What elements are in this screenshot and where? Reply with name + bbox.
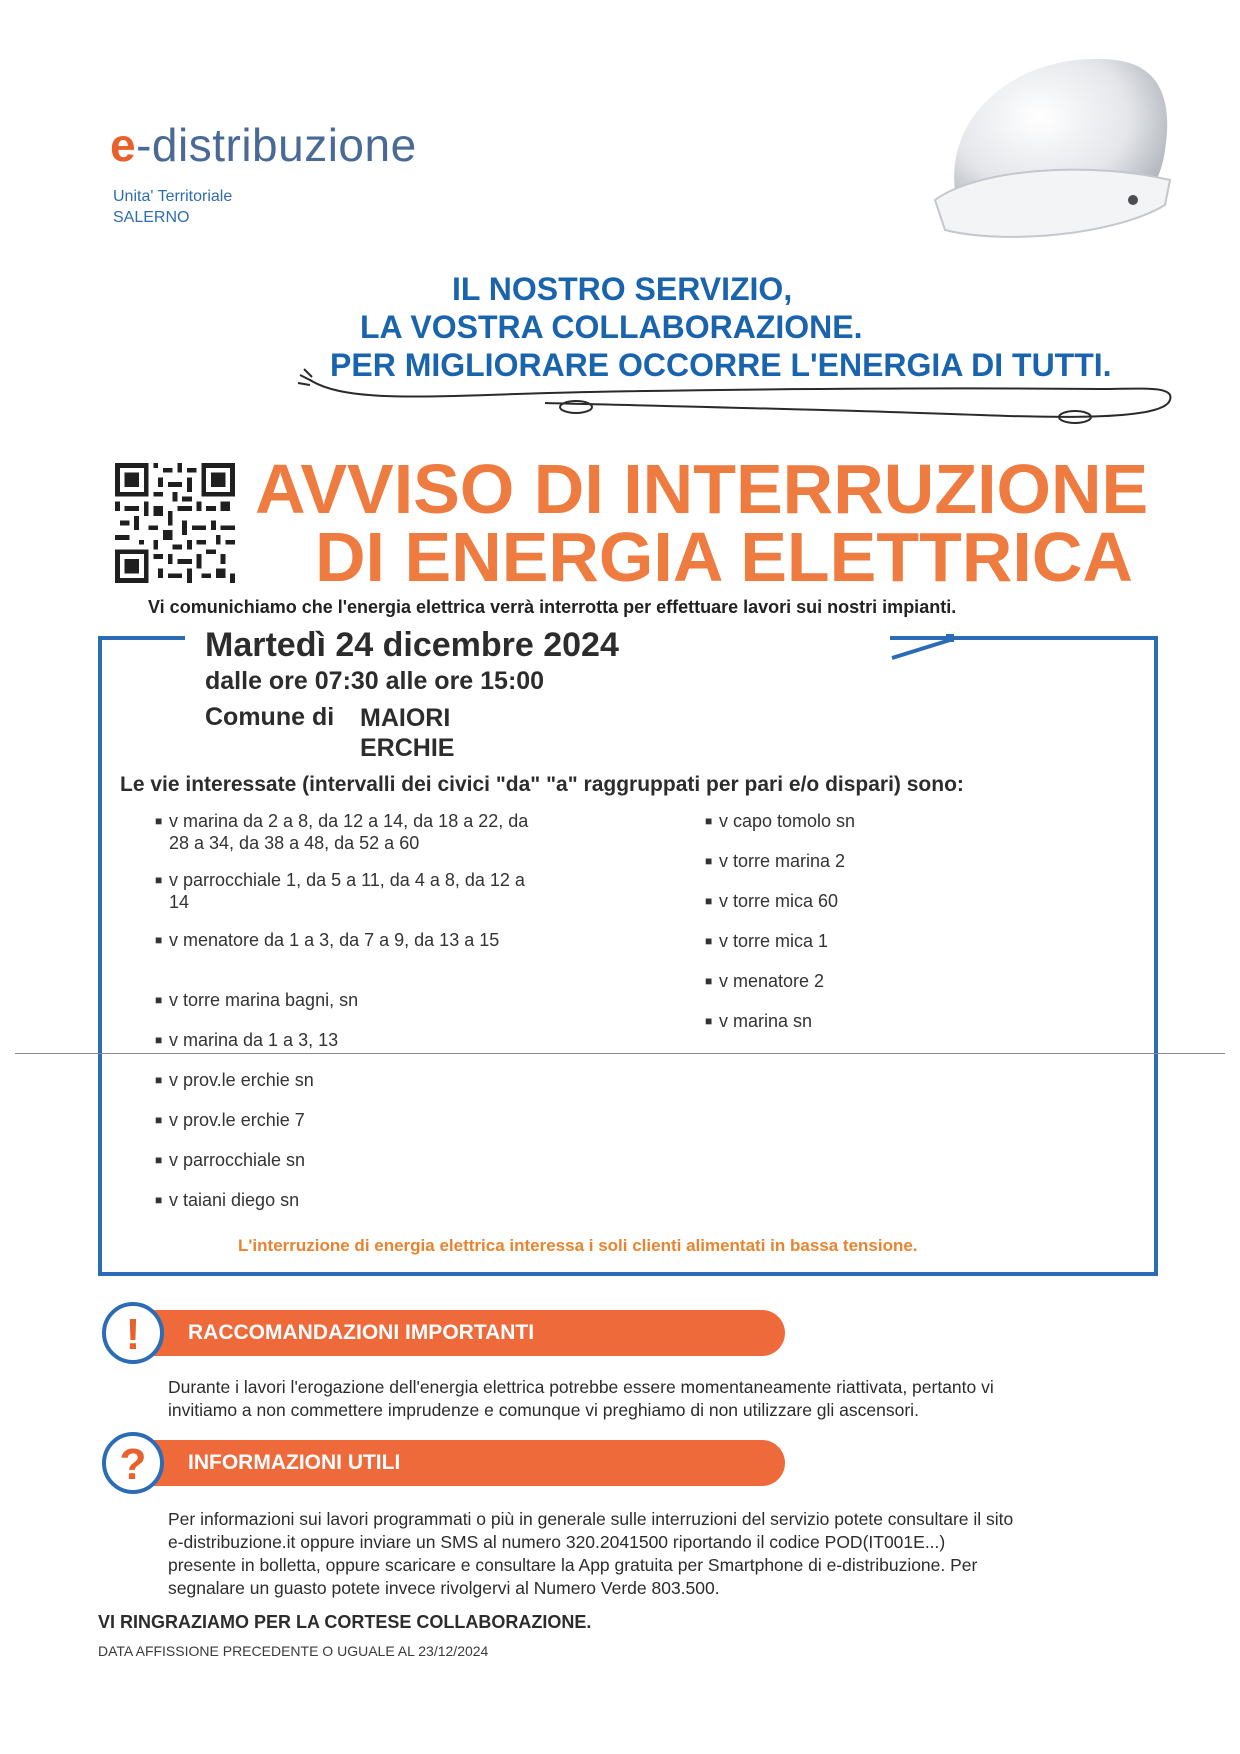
slogan-line-1: IL NOSTRO SERVIZIO, [452,271,793,307]
helmet-illustration [915,40,1175,260]
bullet-icon: ■ [155,1153,163,1167]
comune-label: Comune di [205,703,335,731]
unit-line-1: Unita' Territoriale [113,188,233,205]
street-line: v torre marina bagni, sn [169,990,359,1010]
bullet-icon: ■ [155,1113,163,1127]
street-line: v menatore da 1 a 3, da 7 a 9, da 13 a 15 [169,930,500,950]
interruption-hours: dalle ore 07:30 alle ore 15:00 [205,667,545,695]
street-item [155,1109,595,1131]
unit-line-2: SALERNO [113,209,190,226]
low-voltage-note: L'interruzione di energia elettrica interessa i soli clienti alimentati in bassa tensione. [238,1236,918,1255]
street-line: v torre marina 2 [719,851,846,871]
street-item [705,810,1045,832]
recommendations-heading: RACCOMANDAZIONI IMPORTANTI [150,1310,785,1356]
comune-name-1: MAIORI [360,704,451,732]
street-line: v marina da 2 a 8, da 12 a 14, da 18 a 22, da [169,811,529,831]
question-icon: ? [102,1432,164,1494]
street-item [155,810,595,854]
cable-plug-icon [290,355,1190,435]
street-item [705,890,1045,912]
brand-logo-e: e [110,119,137,171]
street-line: v taiani diego sn [169,1190,300,1210]
interruption-date: Martedì 24 dicembre 2024 [205,626,619,664]
street-line: 28 a 34, da 38 a 48, da 52 a 60 [169,833,420,853]
slogan-line-3: PER MIGLIORARE OCCORRE L'ENERGIA DI TUTTI. [330,347,1112,383]
recommendations-text [168,1376,1168,1422]
street-item [155,869,595,913]
info-line-3: presente in bolletta, oppure scaricare e consultare la App gratuita per Smartphone di e-distribuzione. Per [168,1555,978,1575]
info-heading: INFORMAZIONI UTILI [150,1440,785,1486]
scan-divider [15,1053,1225,1054]
info-line-2: e-distribuzione.it oppure inviare un SMS al numero 320.2041500 riportando il codice POD(IT001E...) [168,1532,946,1552]
brand-logo [110,118,417,172]
bullet-icon: ■ [155,873,163,887]
notice-title [255,450,1149,596]
exclamation-icon: ! [102,1302,164,1364]
bullet-icon: ■ [705,1014,713,1028]
bullet-icon: ■ [155,1193,163,1207]
bullet-icon: ■ [705,894,713,908]
street-item [155,1189,595,1211]
street-item [155,1029,595,1051]
info-line-4: segnalare un guasto potete invece rivolgervi al Numero Verde 803.500. [168,1578,720,1598]
street-item [705,1010,1045,1032]
recommendations-line-2: invitiamo a non commettere imprudenze e comunque vi preghiamo di non utilizzare gli ascensori. [168,1400,919,1420]
bullet-icon: ■ [705,934,713,948]
intro-text: Vi comunichiamo che l'energia elettrica verrà interrotta per effettuare lavori sui nostri impianti. [148,597,957,617]
street-item [705,850,1045,872]
street-item [155,989,595,1011]
info-text [168,1508,1168,1600]
bullet-icon: ■ [155,1033,163,1047]
streets-title: Le vie interessate (intervalli dei civici "da" "a" raggruppati per pari e/o dispari) sono: [120,773,964,796]
bullet-icon: ■ [155,933,163,947]
street-line: v prov.le erchie 7 [169,1110,305,1130]
street-line: v marina da 1 a 3, 13 [169,1030,339,1050]
notice-box [98,636,1158,1276]
comune-name [360,703,454,763]
bullet-icon: ■ [705,854,713,868]
posting-date-footer: DATA AFFISSIONE PRECEDENTE O UGUALE AL 23/12/2024 [98,1643,489,1659]
street-line: v torre mica 60 [719,891,839,911]
bullet-icon: ■ [705,974,713,988]
street-line: v parrocchiale sn [169,1150,306,1170]
recommendations-line-1: Durante i lavori l'erogazione dell'energia elettrica potrebbe essere momentaneamente riattivata, pertanto vi [168,1377,994,1397]
street-line: v prov.le erchie sn [169,1070,314,1090]
qr-code-icon [115,463,235,583]
street-line: v torre mica 1 [719,931,829,951]
notice-title-line-2: DI ENERGIA ELETTRICA [315,518,1133,596]
territorial-unit [113,186,232,228]
slogan-line-2: LA VOSTRA COLLABORAZIONE. [360,309,863,345]
bullet-icon: ■ [155,814,163,828]
bullet-icon: ■ [155,1073,163,1087]
bullet-icon: ■ [155,993,163,1007]
street-item [155,929,595,951]
street-item [155,1149,595,1171]
bullet-icon: ■ [705,814,713,828]
street-line: v capo tomolo sn [719,811,856,831]
street-line: v menatore 2 [719,971,825,991]
street-line: v marina sn [719,1011,813,1031]
cable-spark-icon [890,628,970,668]
street-item [155,1069,595,1091]
comune-name-2: ERCHIE [360,734,455,762]
street-line: v parrocchiale 1, da 5 a 11, da 4 a 8, da 12 a [169,870,525,890]
street-item [705,930,1045,952]
notice-title-line-1: AVVISO DI INTERRUZIONE [255,450,1149,528]
street-item [705,970,1045,992]
street-line: 14 [169,892,190,912]
brand-logo-name: -distribuzione [136,119,417,171]
thanks-text: VI RINGRAZIAMO PER LA CORTESE COLLABORAZIONE. [98,1612,592,1632]
info-line-1: Per informazioni sui lavori programmati o più in generale sulle interruzioni del servizio potete consultare il sito [168,1509,1014,1529]
